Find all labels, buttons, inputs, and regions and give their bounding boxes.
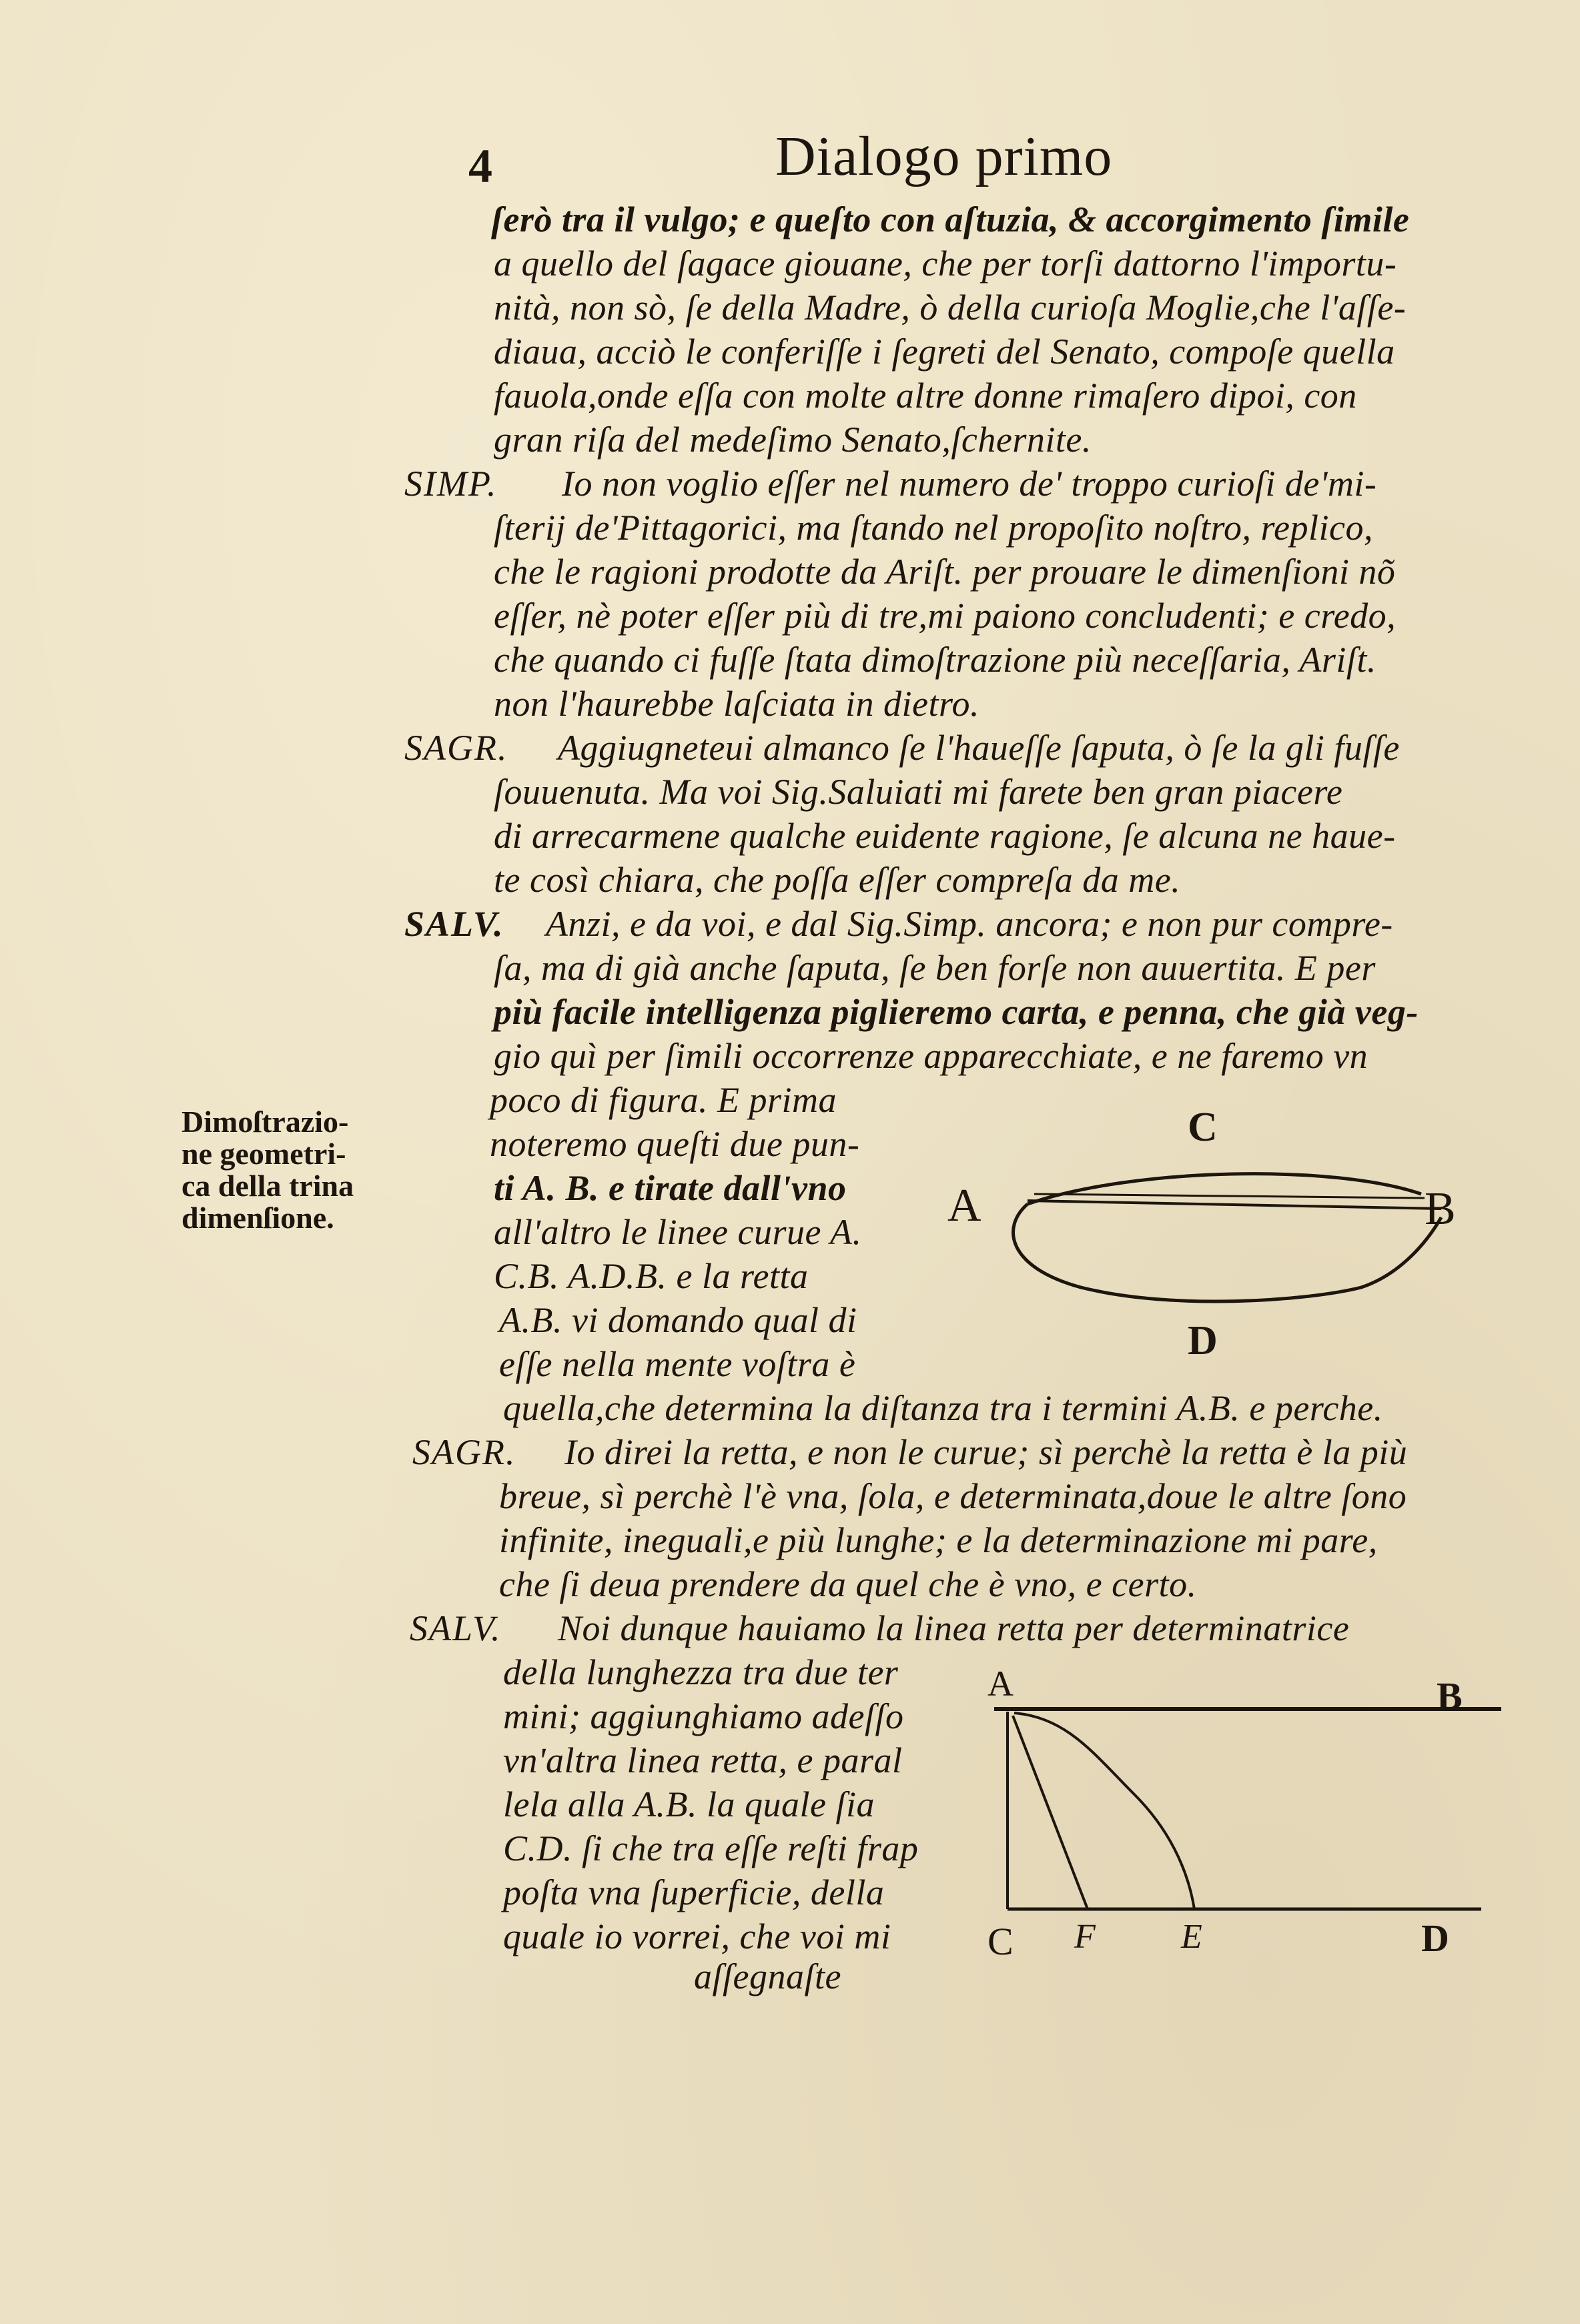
text-line: eſſer, nè poter eſſer più di tre,mi paiono concludenti; e credo, bbox=[494, 596, 1397, 636]
text-line: ſa, ma di già anche ſaputa, ſe ben forſe non auuertita. E per bbox=[494, 948, 1376, 988]
text-line: vn'altra linea retta, e paral bbox=[503, 1740, 903, 1780]
line-af bbox=[1013, 1716, 1088, 1909]
margin-note-line: ca della trina bbox=[181, 1169, 354, 1203]
text-line: lela alla A.B. la quale ſia bbox=[503, 1784, 875, 1824]
text-line: quella,che determina la diſtanza tra i termini A.B. e perche. bbox=[503, 1388, 1383, 1428]
margin-note-line: dimenſione. bbox=[181, 1201, 334, 1235]
text-line: a quello del ſagace giouane, che per torſi dattorno l'importu- bbox=[494, 243, 1397, 283]
label-b: B bbox=[1437, 1674, 1463, 1718]
margin-note-line: ne geometri- bbox=[181, 1137, 346, 1171]
text-line: non l'haurebbe laſciata in dietro. bbox=[494, 684, 979, 724]
text-line: che ſi deua prendere da quel che è vno, e certo. bbox=[499, 1564, 1197, 1604]
label-f: F bbox=[1074, 1918, 1096, 1956]
text-line: fauola,onde eſſa con molte altre donne rimaſero dipoi, con bbox=[494, 376, 1357, 416]
text-line: di arrecarmene qualche euidente ragione, ſe alcuna ne haue- bbox=[494, 816, 1396, 856]
label-b: B bbox=[1425, 1183, 1456, 1235]
text-line: Aggiugneteui almanco ſe l'haueſſe ſaputa, ò ſe la gli fuſſe bbox=[558, 728, 1400, 768]
margin-note bbox=[181, 1106, 395, 1234]
speaker-label: SAGR. bbox=[404, 728, 508, 768]
speaker-label: SALV. bbox=[404, 904, 504, 944]
curve-adb bbox=[1014, 1204, 1441, 1301]
text-line: più facile intelligenza piglieremo carta, e penna, che già veg- bbox=[494, 992, 1419, 1032]
label-d: D bbox=[1421, 1916, 1449, 1960]
text-line: A.B. vi domando qual di bbox=[499, 1300, 857, 1340]
speaker-label: SIMP. bbox=[404, 464, 498, 504]
text-line: gran riſa del medeſimo Senato,ſchernite. bbox=[494, 420, 1092, 460]
text-line: noteremo queſti due pun- bbox=[490, 1124, 860, 1164]
text-line: eſſe nella mente voſtra è bbox=[499, 1344, 856, 1384]
label-a: A bbox=[947, 1180, 981, 1231]
figure-parallels bbox=[988, 1654, 1521, 1961]
text-line: all'altro le linee curue A. bbox=[494, 1212, 862, 1252]
label-e: E bbox=[1181, 1918, 1202, 1956]
text-line: Noi dunque hauiamo la linea retta per determinatrice bbox=[558, 1608, 1350, 1648]
text-line: te così chiara, che poſſa eſſer compreſa da me. bbox=[494, 860, 1181, 900]
text-line: poco di figura. E prima bbox=[490, 1080, 837, 1120]
running-head: Dialogo primo bbox=[775, 125, 1113, 187]
curve-acb bbox=[1028, 1174, 1421, 1204]
text-line: ſouuenuta. Ma voi Sig.Saluiati mi farete ben gran piacere bbox=[494, 772, 1343, 812]
text-line: diaua, acciò le conferiſſe i ſegreti del Senato, compoſe quella bbox=[494, 332, 1395, 372]
text-line: Io direi la retta, e non le curue; sì perchè la retta è la più bbox=[564, 1432, 1408, 1472]
text-line: C.D. ſi che tra eſſe reſti frap bbox=[503, 1828, 919, 1868]
text-line: nità, non sò, ſe della Madre, ò della curioſa Moglie,che l'aſſe- bbox=[494, 287, 1407, 328]
text-line: breue, sì perchè l'è vna, ſola, e determinata,doue le altre ſono bbox=[499, 1476, 1407, 1516]
text-line: ſerò tra il vulgo; e queſto con aſtuzia, & accorgimento ſimile bbox=[491, 199, 1410, 239]
page-number: 4 bbox=[468, 139, 492, 193]
margin-note-line: Dimoſtrazio- bbox=[181, 1105, 349, 1139]
line-ab-shadow bbox=[1034, 1194, 1425, 1198]
speaker-label: SALV. bbox=[410, 1608, 502, 1648]
text-line: C.B. A.D.B. e la retta bbox=[494, 1256, 809, 1296]
label-a: A bbox=[988, 1664, 1014, 1704]
text-line: infinite, ineguali,e più lunghe; e la determinazione mi pare, bbox=[499, 1520, 1378, 1560]
text-line: ti A. B. e tirate dall'vno bbox=[494, 1168, 847, 1208]
label-c: C bbox=[1188, 1105, 1218, 1150]
label-d: D bbox=[1188, 1318, 1218, 1363]
text-line: della lunghezza tra due ter bbox=[503, 1652, 899, 1692]
line-ab bbox=[1028, 1201, 1441, 1209]
text-line: Anzi, e da voi, e dal Sig.Simp. ancora; e non pur compre- bbox=[546, 904, 1393, 944]
text-line: quale io vorrei, che voi mi bbox=[503, 1916, 891, 1956]
label-c: C bbox=[988, 1920, 1014, 1963]
figure-curves bbox=[934, 1094, 1535, 1374]
text-line: gio quì per ſimili occorrenze apparecchiate, e ne faremo vn bbox=[494, 1036, 1368, 1076]
text-line: aſſegnaſte bbox=[694, 1956, 841, 1996]
line-ae bbox=[1014, 1713, 1194, 1909]
text-line: ſterij de'Pittagorici, ma ſtando nel propoſito noſtro, replico, bbox=[494, 508, 1373, 548]
text-line: Io non voglio eſſer nel numero de' troppo curioſi de'mi- bbox=[562, 464, 1377, 504]
text-line: che le ragioni prodotte da Ariſt. per prouare le dimenſioni nõ bbox=[494, 552, 1396, 592]
text-line: mini; aggiunghiamo adeſſo bbox=[503, 1696, 904, 1736]
text-line: poſta vna ſuperficie, della bbox=[503, 1872, 885, 1912]
speaker-label: SAGR. bbox=[412, 1432, 516, 1472]
text-line: che quando ci fuſſe ſtata dimoſtrazione più neceſſaria, Ariſt. bbox=[494, 640, 1376, 680]
